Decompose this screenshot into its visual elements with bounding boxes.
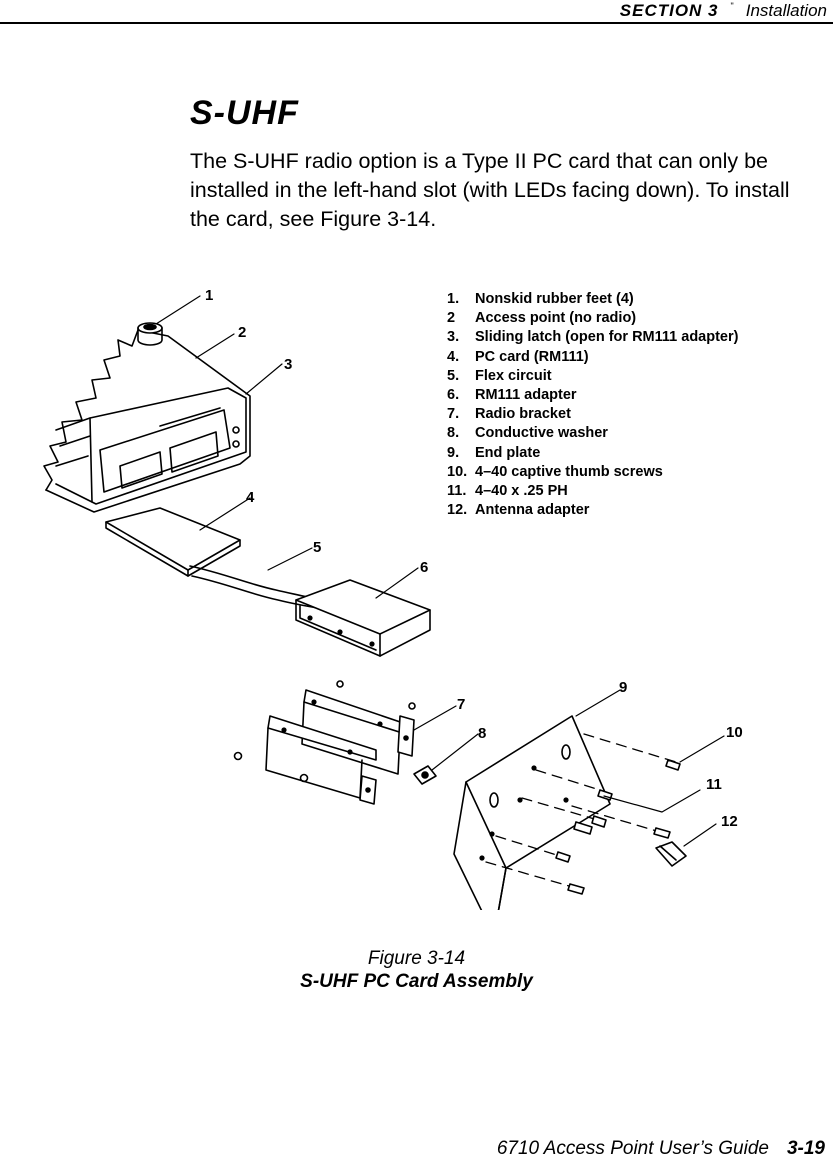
- header-rule: [0, 22, 833, 24]
- legend-item: 10. 4–40 captive thumb screws: [447, 463, 663, 480]
- section-heading: S-UHF: [190, 94, 299, 132]
- header-text: [620, 1, 827, 21]
- callout-12: 12: [721, 813, 738, 830]
- figure-title: S-UHF PC Card Assembly: [300, 971, 533, 992]
- callout-4: 4: [246, 489, 255, 506]
- legend-item: 6. RM111 adapter: [447, 387, 577, 404]
- legend-item: 3. Sliding latch (open for RM111 adapter): [447, 329, 739, 346]
- callout-11: 11: [706, 776, 722, 793]
- pc-card: [106, 508, 240, 576]
- legend-item: 1. Nonskid rubber feet (4): [447, 291, 634, 307]
- callout-6: 6: [420, 559, 429, 576]
- legend-item: 11. 4–40 x .25 PH: [447, 483, 568, 500]
- legend-item: 2 Access point (no radio): [447, 310, 637, 327]
- header-title: Installation: [745, 1, 827, 20]
- legend-item: 5. Flex circuit: [447, 367, 552, 384]
- callout-8: 8: [478, 725, 487, 742]
- page-footer: [497, 1138, 825, 1160]
- page-number: 3-19: [786, 1138, 825, 1159]
- callout-3: 3: [284, 356, 293, 373]
- callout-5: 5: [313, 539, 322, 556]
- access-point-housing: [44, 330, 250, 512]
- legend-item: 7. Radio bracket: [447, 406, 571, 423]
- intro-paragraph: The S-UHF radio option is a Type II PC card that can only be installed in the left-hand slot (with LEDs facing down). To install the card, see Figure 3-14.: [190, 149, 790, 231]
- legend-item: 8. Conductive washer: [447, 425, 608, 442]
- callout-9: 9: [619, 679, 628, 696]
- legend-item: 4. PC card (RM111): [447, 348, 589, 365]
- header-separator: ": [730, 1, 734, 11]
- callout-1: 1: [205, 287, 214, 304]
- callout-2: 2: [238, 324, 247, 341]
- footer-guide-title: 6710 Access Point User’s Guide: [496, 1138, 769, 1159]
- callout-10: 10: [726, 724, 743, 741]
- figure-number: Figure 3-14: [367, 948, 466, 969]
- callout-7: 7: [457, 696, 466, 713]
- radio-bracket: [266, 690, 414, 804]
- legend-item: 12. Antenna adapter: [447, 502, 590, 519]
- header-section: SECTION 3: [619, 1, 719, 20]
- page-header: [0, 0, 833, 24]
- rm111-adapter: [296, 580, 430, 656]
- end-plate: [454, 716, 610, 910]
- parts-legend: [447, 290, 738, 520]
- legend-item: 9. End plate: [447, 444, 541, 461]
